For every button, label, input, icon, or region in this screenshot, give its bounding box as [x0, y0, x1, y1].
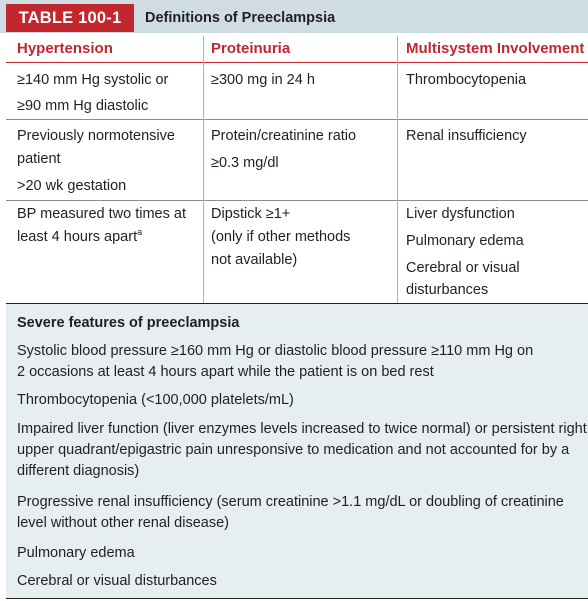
cell-proteinuria-row-3: Dipstick ≥1+ (only if other methods not available)	[211, 206, 351, 268]
header-divider	[6, 62, 588, 63]
table-title-bar	[0, 0, 588, 33]
column-header-hypertension: Hypertension	[17, 40, 113, 57]
cell-multisystem-row-3: Liver dysfunction Pulmonary edema Cerebral or visual disturbances	[406, 206, 524, 298]
row-divider	[6, 119, 588, 120]
cell-multisystem-row-2: Renal insufficiency	[406, 128, 527, 144]
cell-hypertension-row-3: BP measured two times at least 4 hours apart$^a$	[17, 206, 186, 245]
severe-features-title: Severe features of preeclampsia	[17, 315, 240, 331]
footnote-marker: a	[137, 227, 143, 238]
severe-item-liver-function: Impaired liver function (liver enzymes levels increased to twice normal) or persistent right upper quadrant/epigastric pain unresponsive to medication and not accounted for by a different diagnosis)	[17, 421, 587, 479]
column-header-proteinuria: Proteinuria	[211, 40, 291, 57]
table-bottom-rule	[6, 598, 588, 599]
column-divider	[203, 36, 204, 303]
column-header-multisystem: Multisystem Involvement	[406, 40, 585, 57]
severe-item-thrombocytopenia: Thrombocytopenia (<100,000 platelets/mL)	[17, 392, 294, 408]
cell-proteinuria-row-2: Protein/creatinine ratio ≥0.3 mg/dl	[211, 128, 357, 171]
cell-multisystem-row-1: Thrombocytopenia	[406, 72, 527, 88]
cell-hypertension-row-1: ≥140 mm Hg systolic or ≥90 mm Hg diastolic	[17, 72, 169, 114]
severe-item-blood-pressure: Systolic blood pressure ≥160 mm Hg or diastolic blood pressure ≥110 mm Hg on 2 occasions at least 4 hours apart while the patient is on bed rest	[17, 343, 534, 380]
cell-hypertension-row-2: Previously normotensive patient >20 wk gestation	[17, 128, 175, 194]
cell-proteinuria-row-1: ≥300 mg in 24 h	[211, 72, 315, 88]
row-divider	[6, 200, 588, 201]
table-title: Definitions of Preeclampsia	[145, 10, 336, 26]
table-number-label: TABLE 100-1	[6, 4, 134, 32]
severe-item-renal-insufficiency: Progressive renal insufficiency (serum creatinine >1.1 mg/dL or doubling of creatinine level without other renal disease)	[17, 494, 564, 531]
severe-item-cerebral-visual: Cerebral or visual disturbances	[17, 573, 217, 589]
severe-item-pulmonary-edema: Pulmonary edema	[17, 545, 135, 561]
column-divider	[397, 36, 398, 303]
